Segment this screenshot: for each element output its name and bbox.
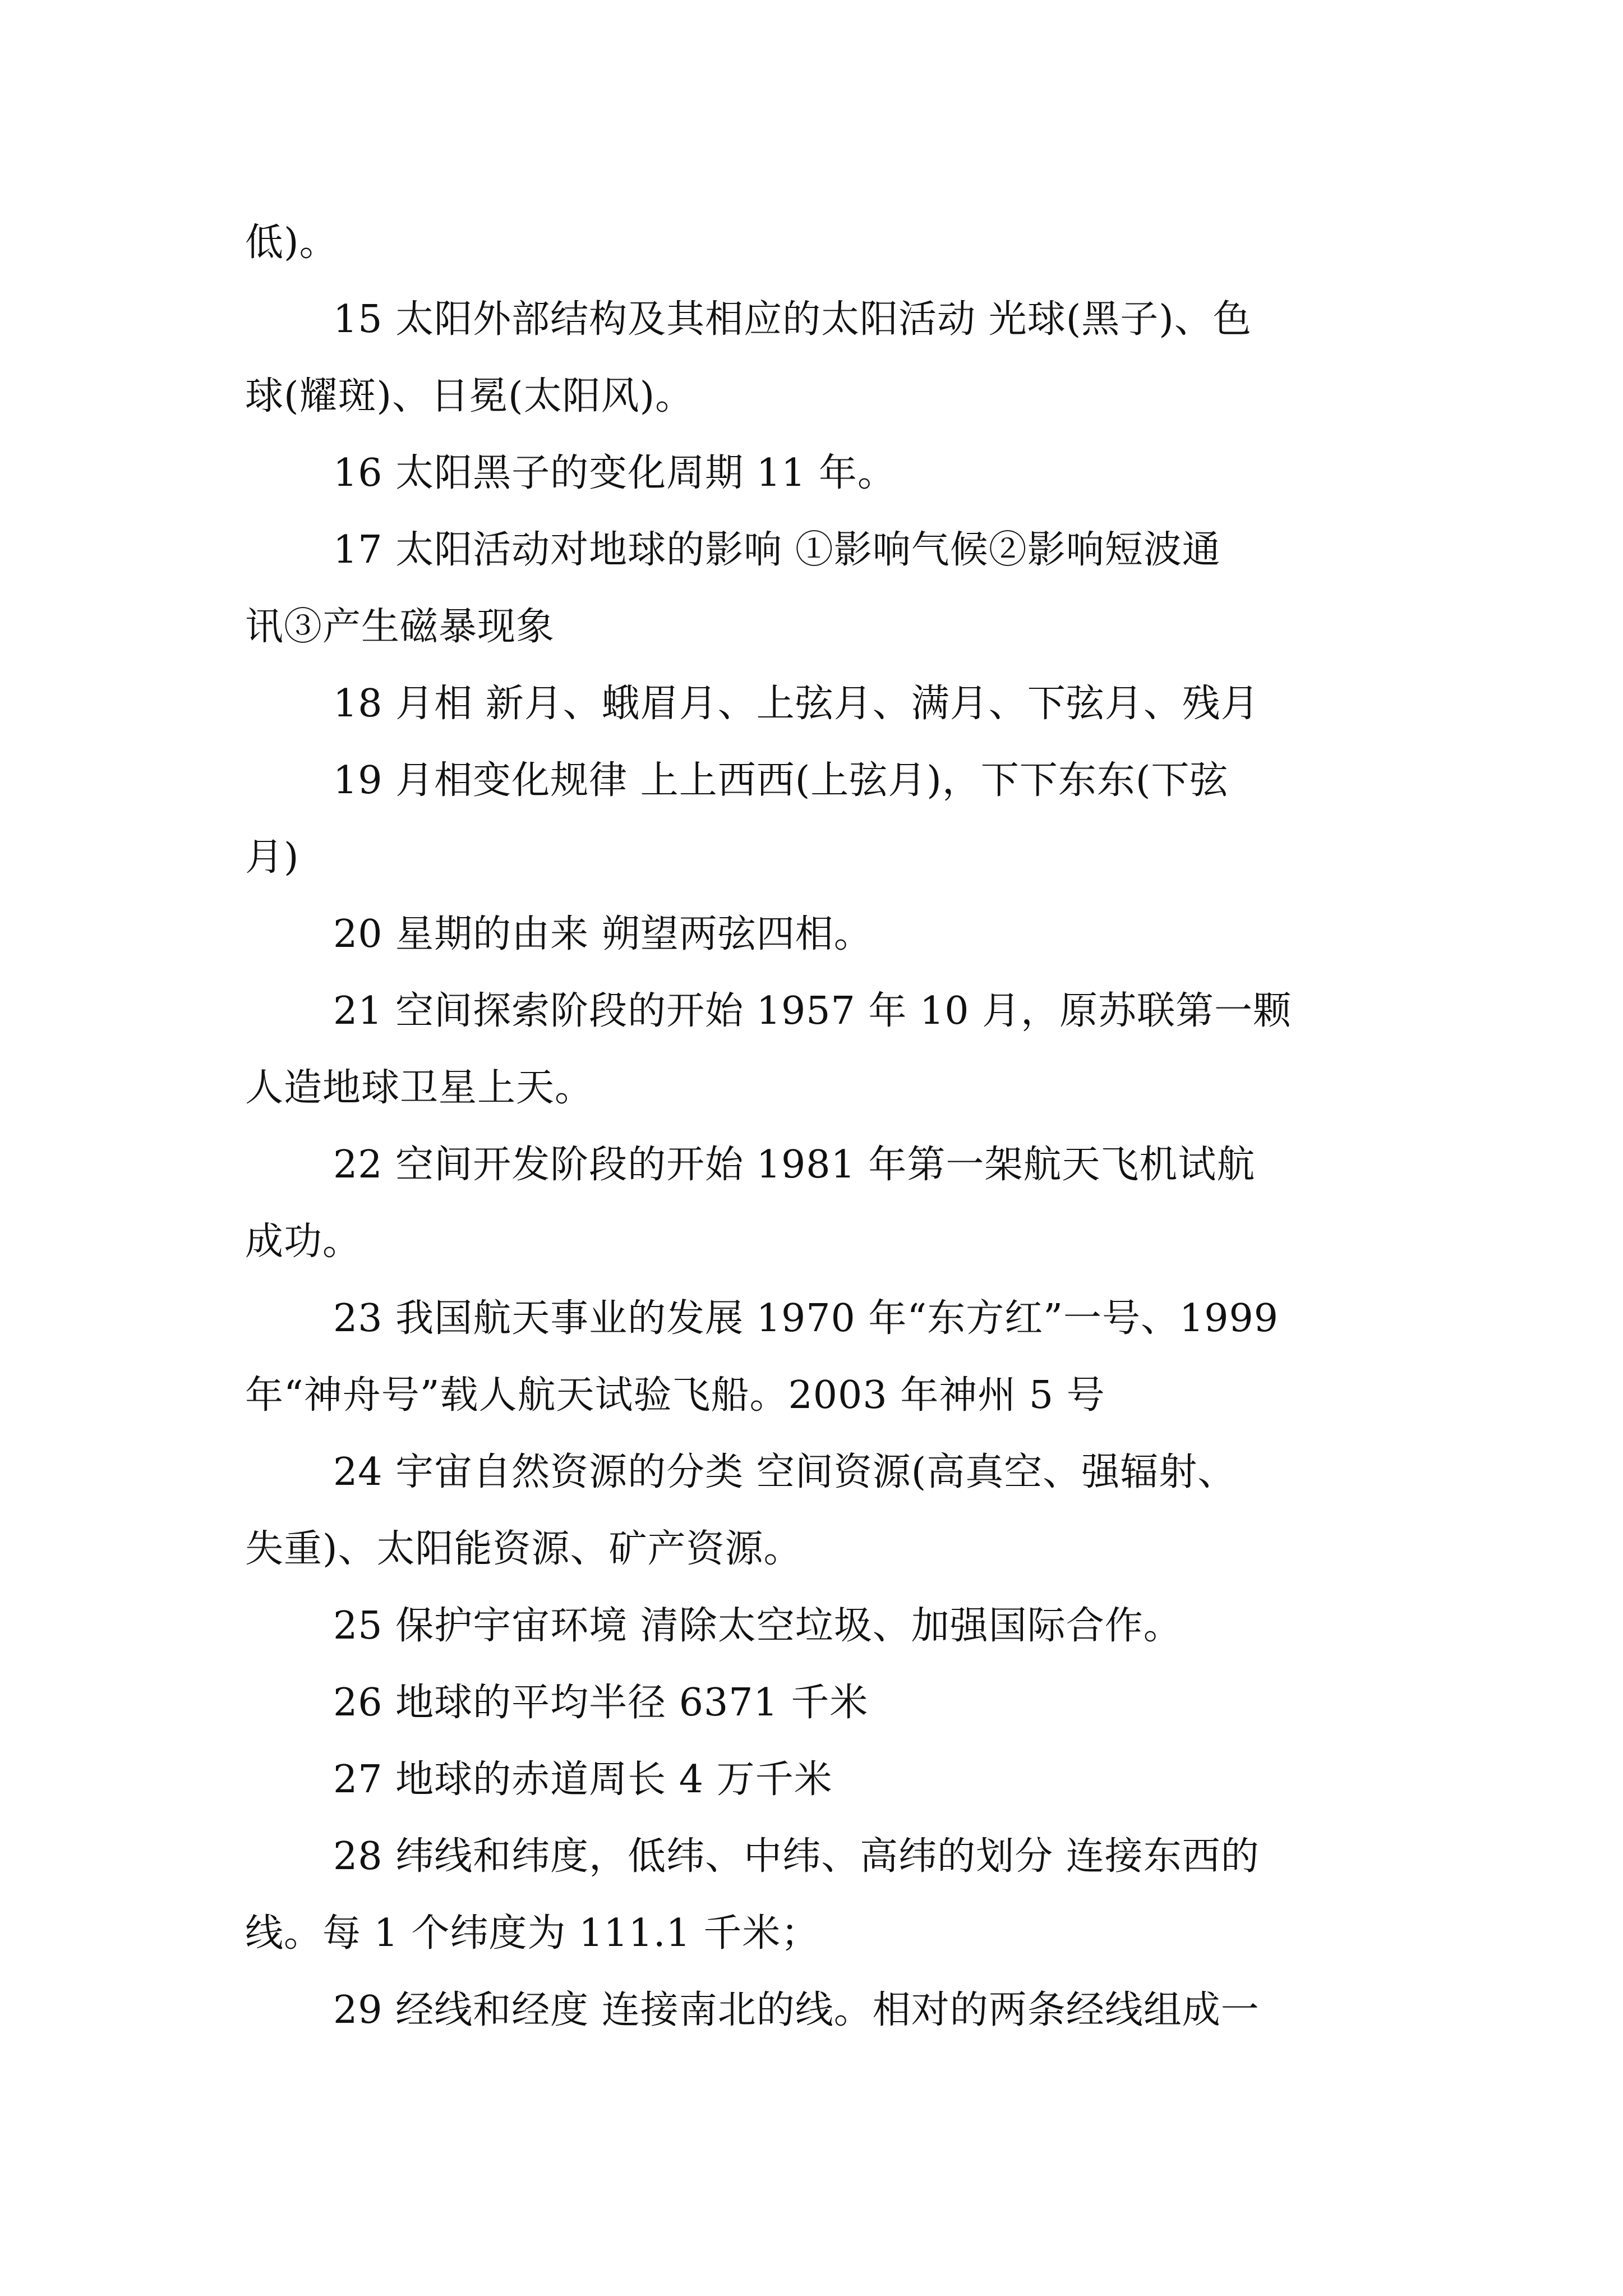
text-line: 19 月相变化规律 上上西西(上弦月)，下下东东(下弦 [333,758,1229,803]
text-line: 年“神舟号”载人航天试验飞船。2003 年神州 5 号 [245,1373,1105,1418]
text-line: 低)。 [245,220,338,265]
text-line: 讯③产生磁暴现象 [245,605,555,649]
text-line: 月) [245,835,299,880]
text-line: 21 空间探索阶段的开始 1957 年 10 月，原苏联第一颗 [333,989,1292,1033]
text-line: 15 太阳外部结构及其相应的太阳活动 光球(黑子)、色 [333,297,1252,342]
text-line: 20 星期的由来 朔望两弦四相。 [333,912,873,956]
text-line: 26 地球的平均半径 6371 千米 [333,1681,869,1725]
text-line: 18 月相 新月、蛾眉月、上弦月、满月、下弦月、残月 [333,682,1260,726]
text-line: 人造地球卫星上天。 [245,1066,594,1110]
text-line: 29 经线和经度 连接南北的线。相对的两条经线组成一 [333,1988,1260,2032]
text-line: 23 我国航天事业的发展 1970 年“东方红”一号、1999 [333,1296,1279,1341]
text-line: 27 地球的赤道周长 4 万千米 [333,1757,833,1802]
text-line: 失重)、太阳能资源、矿产资源。 [245,1527,803,1571]
text-line: 28 纬线和纬度，低纬、中纬、高纬的划分 连接东西的 [333,1834,1260,1879]
text-line: 25 保护宇宙环境 清除太空垃圾、加强国际合作。 [333,1604,1182,1648]
text-line: 成功。 [245,1220,362,1264]
text-line: 24 宇宙自然资源的分类 空间资源(高真空、强辐射、 [333,1450,1237,1494]
text-line: 22 空间开发阶段的开始 1981 年第一架航天飞机试航 [333,1143,1256,1187]
text-line: 线。每 1 个纬度为 111.1 千米； [245,1911,820,1955]
text-line: 17 太阳活动对地球的影响 ①影响气候②影响短波通 [333,528,1221,572]
document-body [245,204,1389,2049]
text-line: 球(耀斑)、日冕(太阳风)。 [245,374,694,418]
text-line: 16 太阳黑子的变化周期 11 年。 [333,451,896,495]
